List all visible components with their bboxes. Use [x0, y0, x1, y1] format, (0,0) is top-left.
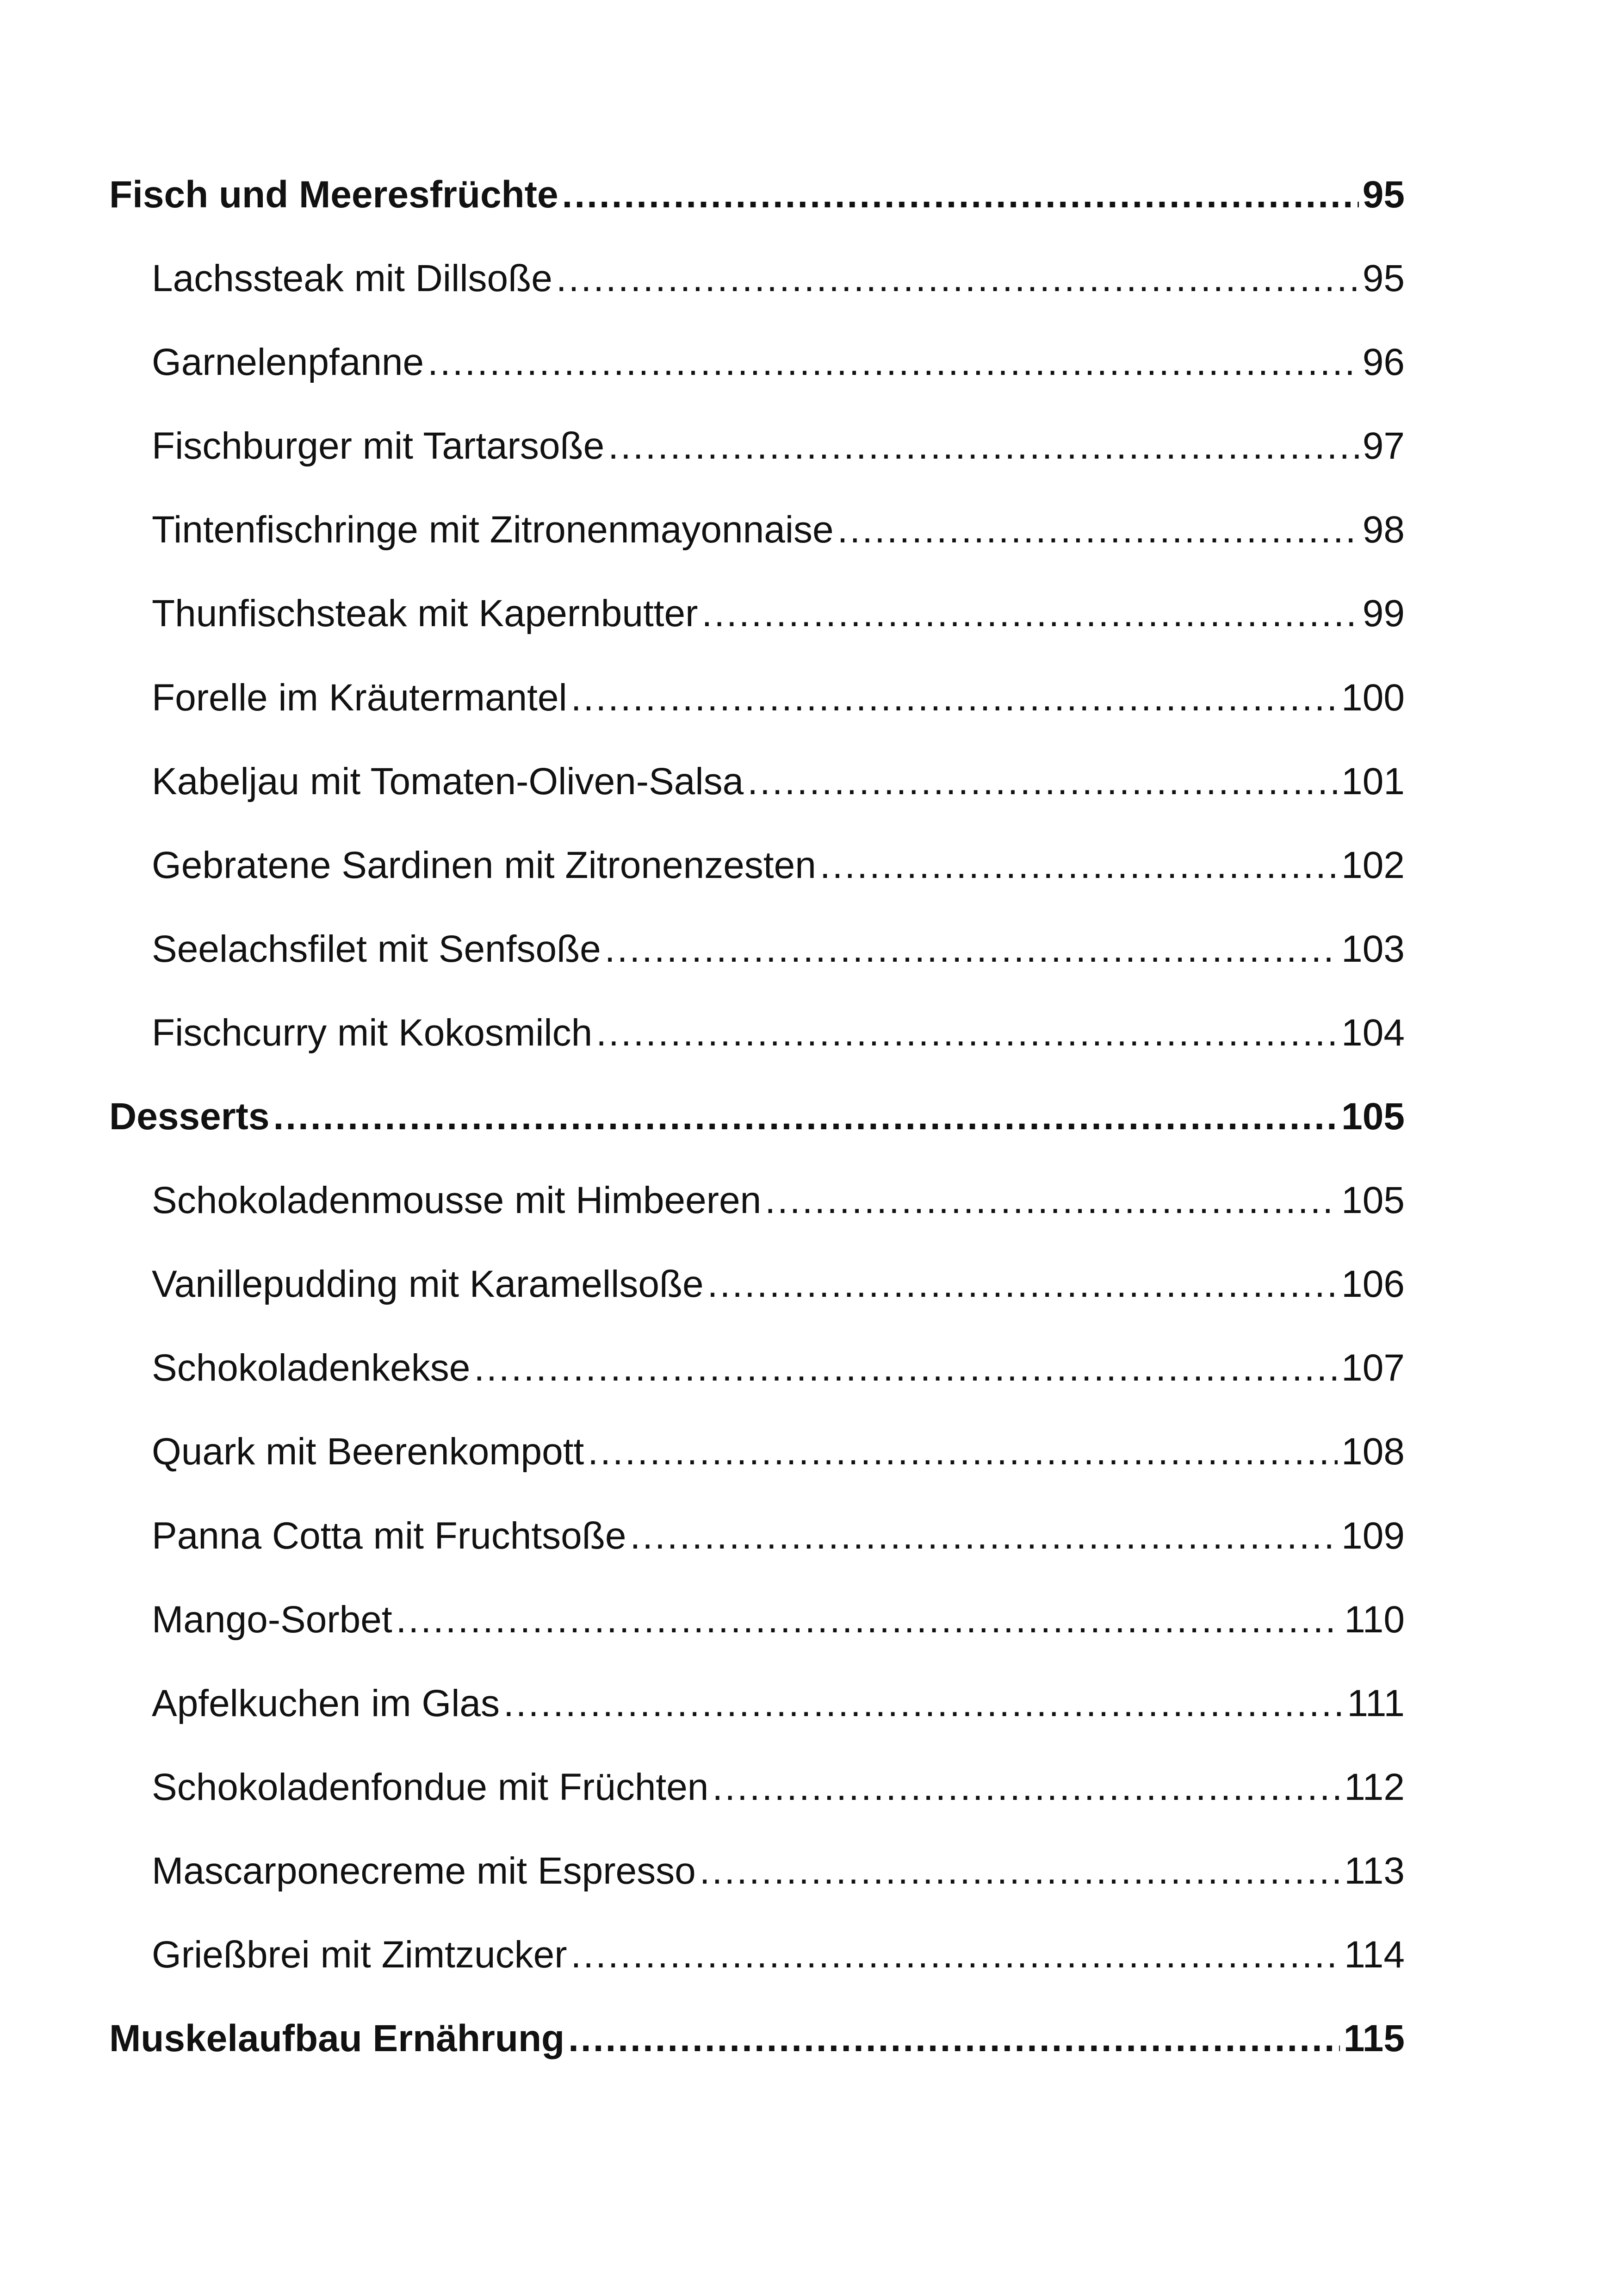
- toc-page-number: 112: [1344, 1766, 1405, 1808]
- toc-dot-leader: [630, 1494, 1338, 1578]
- toc-entry-tintenfischringe[interactable]: [109, 488, 1405, 572]
- toc-page-number: 99: [1362, 592, 1405, 635]
- toc-page-number: 108: [1341, 1431, 1405, 1473]
- toc-dot-leader: [605, 907, 1338, 991]
- toc-dot-leader: [765, 1158, 1338, 1242]
- toc-page-number: 95: [1362, 257, 1405, 300]
- toc-dot-leader: [820, 823, 1338, 907]
- toc-entry-griessbrei[interactable]: [109, 1913, 1405, 1997]
- toc-entry-apfelkuchen[interactable]: [109, 1661, 1405, 1745]
- toc-section-desserts[interactable]: [109, 1075, 1405, 1158]
- toc-entry-mascarponecreme[interactable]: [109, 1829, 1405, 1913]
- toc-section-fisch-und-meeresfruechte[interactable]: [109, 153, 1405, 236]
- toc-dot-leader: [747, 740, 1338, 823]
- toc-entry-schokoladenfondue[interactable]: [109, 1745, 1405, 1829]
- toc-page-number: 105: [1341, 1179, 1405, 1222]
- toc-entry-title: Fisch und Meeresfrüchte: [109, 174, 558, 216]
- toc-dot-leader: [503, 1661, 1343, 1745]
- toc-page-number: 96: [1362, 341, 1405, 384]
- toc-entry-title: Vanillepudding mit Karamellsoße: [152, 1263, 704, 1306]
- toc-entry-fischcurry[interactable]: [109, 991, 1405, 1075]
- toc-entry-sardinen[interactable]: [109, 823, 1405, 907]
- toc-entry-title: Fischburger mit Tartarsoße: [152, 425, 605, 467]
- toc-page-number: 95: [1362, 174, 1405, 216]
- toc-entry-lachssteak[interactable]: [109, 236, 1405, 320]
- toc-page-number: 101: [1341, 760, 1405, 803]
- toc-entry-title: Gebratene Sardinen mit Zitronenzesten: [152, 844, 816, 886]
- toc-section-muskelaufbau[interactable]: [109, 1997, 1405, 2080]
- toc-page-number: 103: [1341, 927, 1405, 970]
- toc-entry-title: Forelle im Kräutermantel: [152, 676, 567, 719]
- toc-dot-leader: [596, 991, 1338, 1075]
- toc-dot-leader: [700, 1829, 1341, 1913]
- toc-dot-leader: [712, 1745, 1340, 1829]
- toc-dot-leader: [837, 488, 1359, 572]
- toc-entry-title: Mascarponecreme mit Espresso: [152, 1849, 696, 1892]
- toc-entry-fischburger[interactable]: [109, 404, 1405, 488]
- toc-entry-forelle[interactable]: [109, 656, 1405, 740]
- toc-entry-garnelenpfanne[interactable]: [109, 320, 1405, 404]
- toc-dot-leader: [608, 404, 1359, 488]
- toc-entry-title: Fischcurry mit Kokosmilch: [152, 1011, 593, 1054]
- toc-dot-leader: [474, 1326, 1338, 1410]
- toc-entry-schokoladenmousse[interactable]: [109, 1158, 1405, 1242]
- toc-page-number: 107: [1341, 1347, 1405, 1389]
- toc-dot-leader: [588, 1410, 1338, 1493]
- toc-entry-vanillepudding[interactable]: [109, 1242, 1405, 1326]
- toc-dot-leader: [571, 656, 1338, 740]
- toc-page-number: 105: [1341, 1095, 1405, 1138]
- toc-entry-title: Garnelenpfanne: [152, 341, 424, 384]
- toc-entry-title: Desserts: [109, 1095, 270, 1138]
- toc-entry-title: Schokoladenfondue mit Früchten: [152, 1766, 709, 1808]
- toc-dot-leader: [556, 236, 1359, 320]
- toc-page-number: 109: [1341, 1514, 1405, 1557]
- toc-dot-leader: [707, 1242, 1338, 1326]
- toc-entry-title: Tintenfischringe mit Zitronenmayonnaise: [152, 509, 834, 551]
- toc-dot-leader: [701, 572, 1358, 655]
- toc-entry-panna-cotta[interactable]: [109, 1494, 1405, 1578]
- toc-page-number: 114: [1344, 1933, 1405, 1976]
- toc-entry-title: Quark mit Beerenkompott: [152, 1431, 584, 1473]
- toc-page-number: 104: [1341, 1011, 1405, 1054]
- toc-entry-title: Mango-Sorbet: [152, 1598, 392, 1641]
- toc-entry-title: Panna Cotta mit Fruchtsoße: [152, 1514, 626, 1557]
- toc-entry-title: Lachssteak mit Dillsoße: [152, 257, 552, 300]
- toc-page-number: 100: [1341, 676, 1405, 719]
- toc-entry-title: Seelachsfilet mit Senfsoße: [152, 927, 601, 970]
- toc-dot-leader: [396, 1578, 1341, 1661]
- toc-dot-leader: [273, 1075, 1338, 1158]
- toc-entry-thunfischsteak[interactable]: [109, 572, 1405, 655]
- toc-dot-leader: [568, 1997, 1340, 2080]
- toc-page-number: 106: [1341, 1263, 1405, 1306]
- toc-entry-kabeljau[interactable]: [109, 740, 1405, 823]
- toc-page-number: 115: [1343, 2017, 1405, 2060]
- toc-entry-title: Grießbrei mit Zimtzucker: [152, 1933, 567, 1976]
- toc-dot-leader: [571, 1913, 1341, 1997]
- toc-entry-title: Thunfischsteak mit Kapernbutter: [152, 592, 698, 635]
- toc-entry-seelachsfilet[interactable]: [109, 907, 1405, 991]
- toc-entry-schokoladenkekse[interactable]: [109, 1326, 1405, 1410]
- toc-entry-title: Kabeljau mit Tomaten-Oliven-Salsa: [152, 760, 744, 803]
- toc-entry-quark[interactable]: [109, 1410, 1405, 1493]
- toc-entry-title: Apfelkuchen im Glas: [152, 1682, 500, 1724]
- toc-page-number: 111: [1347, 1682, 1405, 1724]
- toc-entry-title: Muskelaufbau Ernährung: [109, 2017, 565, 2060]
- toc-entry-mango-sorbet[interactable]: [109, 1578, 1405, 1661]
- toc-entry-title: Schokoladenmousse mit Himbeeren: [152, 1179, 762, 1222]
- toc-page-number: 98: [1362, 509, 1405, 551]
- table-of-contents: [109, 153, 1405, 2080]
- toc-dot-leader: [428, 320, 1359, 404]
- toc-dot-leader: [562, 153, 1359, 236]
- toc-page-number: 113: [1344, 1849, 1405, 1892]
- toc-page-number: 97: [1362, 425, 1405, 467]
- toc-entry-title: Schokoladenkekse: [152, 1347, 471, 1389]
- toc-page-number: 110: [1344, 1598, 1405, 1641]
- toc-page-number: 102: [1341, 844, 1405, 886]
